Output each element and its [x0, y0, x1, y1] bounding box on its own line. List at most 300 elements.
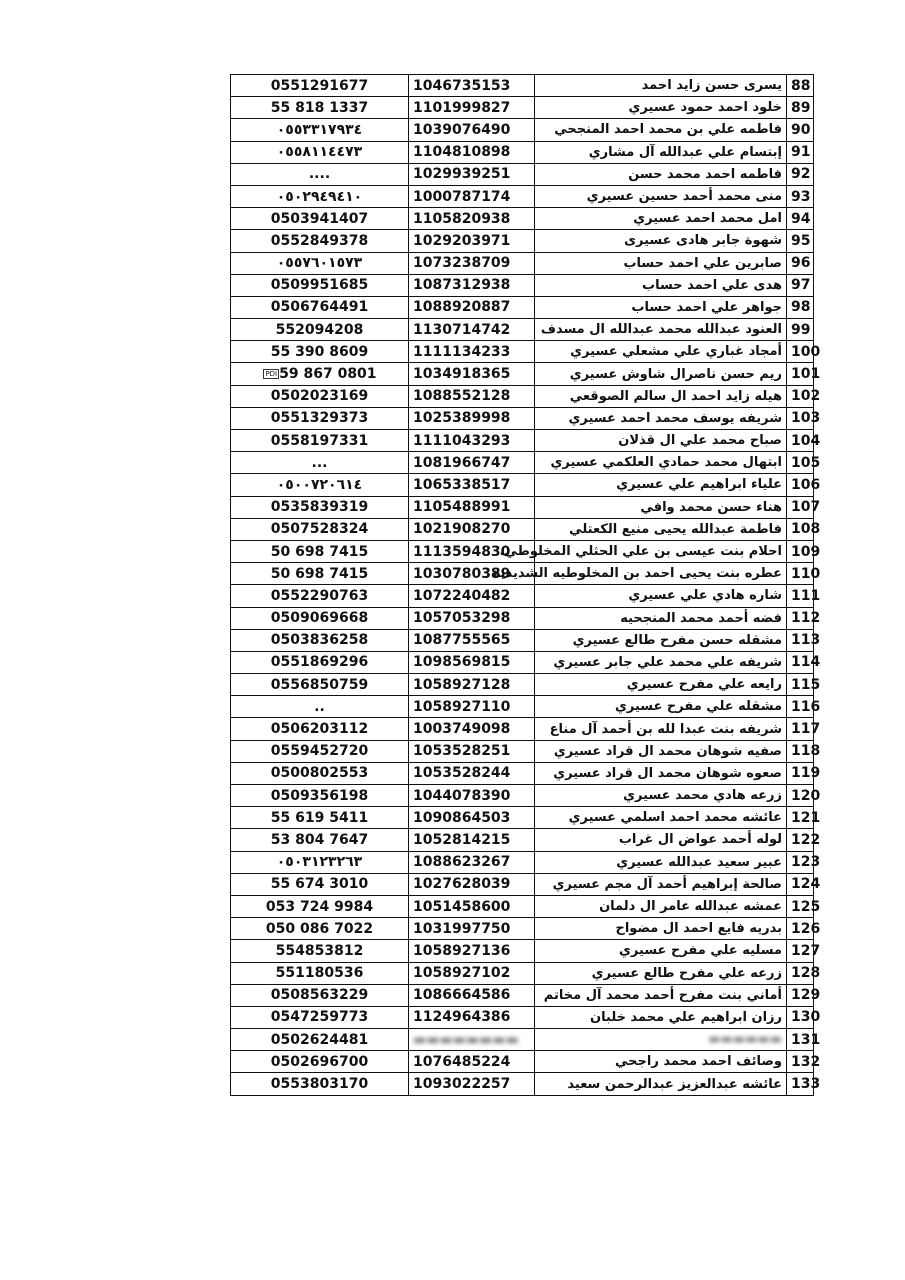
phone-text: 0553803170 [270, 1076, 369, 1093]
phone-text: ٠٥٠٠٧٢٠٦١٤ [276, 476, 363, 493]
name-cell [535, 452, 787, 474]
table-row [231, 385, 814, 407]
phone-text: 0506764491 [270, 299, 369, 316]
name-cell [535, 651, 787, 673]
id-number-cell [409, 185, 535, 207]
table-row [231, 163, 814, 185]
phone-cell [231, 296, 409, 318]
id-number-cell [409, 496, 535, 518]
id-number-text: 1098569815 [413, 654, 511, 671]
table-row [231, 75, 814, 97]
table-row [231, 829, 814, 851]
id-number-text: 1088552128 [413, 388, 511, 405]
table-body [231, 75, 821, 1096]
table-row [231, 740, 814, 762]
phone-text: ٠٥٠٣١٢٣٢٦٣ [276, 854, 363, 871]
name-text: وصائف احمد محمد راجحي [615, 1054, 782, 1070]
name-cell [535, 940, 787, 962]
row-number-cell [787, 962, 821, 984]
phone-text: 0509356198 [270, 787, 369, 804]
row-number-text: 105 [791, 454, 821, 471]
phone-text: 50 698 7415 [270, 543, 369, 560]
row-number-text: 98 [791, 299, 811, 316]
row-number-cell [787, 607, 821, 629]
phone-text: 53 804 7647 [270, 831, 369, 848]
row-number-text: 91 [791, 144, 811, 161]
row-number-text: 89 [791, 99, 811, 116]
phone-cell [231, 918, 409, 940]
id-number-cell [409, 651, 535, 673]
row-number-cell [787, 718, 821, 740]
row-number-cell [787, 696, 821, 718]
row-number-cell [787, 829, 821, 851]
name-text: رزان ابراهيم علي محمد خلبان [590, 1009, 782, 1025]
row-number-cell [787, 119, 814, 141]
name-text: منى محمد أحمد حسين عسيري [586, 189, 782, 205]
name-cell [535, 674, 787, 696]
row-number-text: 116 [791, 698, 821, 715]
id-number-cell [409, 163, 535, 185]
phone-text: 0508563229 [270, 987, 369, 1004]
phone-cell [231, 807, 409, 829]
name-cell [535, 230, 787, 252]
row-number-text: 104 [791, 432, 821, 449]
name-cell [535, 740, 787, 762]
phone-text: 554853812 [275, 942, 364, 959]
name-cell [535, 585, 787, 607]
name-cell [535, 296, 787, 318]
name-cell [535, 696, 787, 718]
name-cell [535, 607, 787, 629]
name-cell [499, 540, 787, 562]
row-number-cell [787, 785, 821, 807]
row-number-text: 118 [791, 743, 821, 760]
id-number-cell [409, 296, 535, 318]
table-row [231, 984, 814, 1006]
redacted-content: ▬▬▬▬▬▬▬▬ [413, 1031, 519, 1048]
id-number-text: 1086664586 [413, 987, 511, 1004]
row-number-cell [787, 252, 814, 274]
id-number-cell [409, 230, 535, 252]
row-number-text: 108 [791, 521, 821, 538]
id-number-text: 1000787174 [413, 188, 511, 205]
id-number-text: 1003749098 [413, 721, 511, 738]
id-number-text: 1044078390 [413, 787, 511, 804]
id-number-text: 1058927128 [413, 676, 511, 693]
row-number-text: 115 [791, 676, 821, 693]
name-text: هدى علي احمد حساب [642, 277, 782, 293]
name-text: أماني بنت مفرح أحمد محمد آل مخاتم [543, 987, 782, 1003]
row-number-text: 99 [791, 321, 811, 338]
row-number-cell [787, 918, 821, 940]
phone-text: 55 818 1337 [270, 99, 369, 116]
name-cell [535, 807, 787, 829]
phone-cell [231, 274, 409, 296]
table-row [231, 873, 814, 895]
phone-text: 55 674 3010 [270, 876, 369, 893]
table-row [231, 762, 814, 784]
beneficiaries-table [230, 74, 821, 1096]
row-number-cell [787, 385, 821, 407]
id-number-cell [409, 740, 535, 762]
name-text: صابرين علي احمد حساب [623, 255, 782, 271]
row-number-cell [787, 851, 821, 873]
name-cell [535, 873, 787, 895]
name-cell [535, 718, 787, 740]
row-number-text: 130 [791, 1009, 821, 1026]
id-number-cell [409, 1029, 535, 1051]
name-text: يسرى حسن زايد احمد [641, 78, 782, 94]
name-cell [535, 962, 787, 984]
phone-cell [231, 674, 409, 696]
row-number-text: 92 [791, 166, 811, 183]
name-text: عائشه محمد احمد اسلمي عسيري [568, 810, 782, 826]
pdf-badge: PDI [265, 370, 278, 379]
table-row [231, 230, 814, 252]
phone-text: 0547259773 [270, 1009, 369, 1026]
id-number-cell [409, 97, 535, 119]
phone-cell [231, 97, 409, 119]
name-text: بدريه فايع احمد ال مضواح [615, 921, 782, 937]
row-number-text: 113 [791, 632, 821, 649]
id-number-cell [409, 607, 535, 629]
table-row [231, 540, 814, 562]
id-number-cell [409, 1051, 535, 1073]
id-number-text: 1073238709 [413, 255, 511, 272]
table-row [231, 674, 814, 696]
table-row [231, 208, 814, 230]
phone-cell [231, 585, 409, 607]
row-number-text: 112 [791, 610, 821, 627]
row-number-text: 128 [791, 965, 821, 982]
phone-cell [231, 962, 409, 984]
table-row [231, 1029, 814, 1051]
phone-text: 0551329373 [270, 410, 369, 427]
table-row [231, 940, 814, 962]
phone-cell [231, 319, 409, 341]
name-cell [535, 75, 787, 97]
name-cell [535, 407, 787, 429]
name-cell [535, 319, 787, 341]
table-row [231, 895, 814, 917]
row-number-text: 120 [791, 787, 821, 804]
name-text: عائشه عبدالعزيز عبدالرحمن سعيد [567, 1076, 782, 1092]
name-text: احلام بنت عيسى بن علي الحثلي المخلوطي. [499, 544, 782, 560]
phone-cell [231, 563, 409, 585]
row-number-cell [787, 762, 821, 784]
row-number-text: 122 [791, 831, 821, 848]
phone-cell [231, 873, 409, 895]
phone-text: 0503836258 [270, 632, 369, 649]
id-number-cell [409, 385, 535, 407]
id-number-cell [409, 407, 535, 429]
name-cell [535, 762, 787, 784]
table-row [231, 363, 814, 385]
name-cell [535, 496, 787, 518]
name-text: إبتسام علي عبدالله آل مشاري [588, 144, 782, 160]
row-number-text: 114 [791, 654, 821, 671]
row-number-text: 119 [791, 765, 821, 782]
phone-text: 0551869296 [270, 654, 369, 671]
name-text: لوله أحمد عواض ال غراب [618, 832, 782, 848]
row-number-cell [787, 75, 814, 97]
table-row [231, 452, 814, 474]
phone-text: 0552849378 [270, 232, 369, 249]
phone-cell [231, 141, 409, 163]
id-number-cell [409, 895, 535, 917]
row-number-text: 131 [791, 1031, 821, 1048]
table-row [231, 696, 814, 718]
name-cell [535, 163, 787, 185]
phone-cell [231, 208, 409, 230]
name-text: عمشه عبدالله عامر ال دلمان [599, 899, 782, 915]
id-number-cell [409, 141, 535, 163]
phone-cell [231, 607, 409, 629]
row-number-text: 107 [791, 499, 821, 516]
name-text: فاطمه علي بن محمد احمد المنجحي [554, 122, 782, 138]
name-text: ريم حسن ناصرال شاوش عسيري [569, 366, 782, 382]
id-number-text: 1105488991 [413, 499, 511, 516]
name-cell [535, 984, 787, 1006]
id-number-cell [409, 319, 535, 341]
id-number-cell [409, 962, 535, 984]
id-number-cell [409, 274, 535, 296]
row-number-text: 106 [791, 476, 821, 493]
table-row [231, 185, 814, 207]
table-row [231, 563, 814, 585]
phone-text: 0506203112 [270, 721, 369, 738]
id-number-cell [409, 75, 535, 97]
phone-text: 50 698 7415 [270, 565, 369, 582]
row-number-cell [787, 1029, 821, 1051]
table-row [231, 607, 814, 629]
id-number-text: 1088623267 [413, 854, 511, 871]
row-number-cell [787, 585, 821, 607]
id-number-cell [409, 474, 535, 496]
id-number-cell [409, 585, 535, 607]
table-row [231, 341, 814, 363]
id-number-text: 1111043293 [413, 432, 511, 449]
phone-text: 0559452720 [270, 743, 369, 760]
id-number-cell [409, 718, 535, 740]
id-number-text: 1065338517 [413, 476, 511, 493]
name-text: مشقله علي مفرح عسيري [614, 699, 782, 715]
phone-cell [231, 230, 409, 252]
name-cell [535, 1073, 787, 1095]
name-text: جواهر علي احمد حساب [631, 299, 782, 315]
id-number-text: 1105820938 [413, 210, 511, 227]
name-text: شهوة جابر هادى عسيرى [624, 233, 782, 249]
row-number-cell [787, 1006, 821, 1028]
table-row [231, 1051, 814, 1073]
name-cell [535, 1029, 787, 1051]
name-cell [535, 341, 787, 363]
phone-cell [231, 629, 409, 651]
phone-cell [231, 696, 409, 718]
phone-cell [231, 363, 409, 385]
table-row [231, 97, 814, 119]
phone-cell [231, 785, 409, 807]
id-number-text: 1058927110 [413, 698, 511, 715]
phone-text: ٠٥٥٨١١٤٤٧٣ [276, 144, 363, 161]
phone-text: 55 619 5411 [270, 809, 369, 826]
row-number-cell [787, 274, 814, 296]
name-text: صعوه شوهان محمد ال قراد عسيري [553, 765, 782, 781]
name-cell [535, 918, 787, 940]
id-number-text: 1101999827 [413, 99, 511, 116]
name-text: خلود احمد حمود عسيري [628, 100, 782, 116]
phone-cell [231, 984, 409, 1006]
name-cell [535, 141, 787, 163]
name-cell [535, 430, 787, 452]
name-text: عطره بنت يحيى احمد بن المخلوطيه الشديدية [492, 566, 782, 582]
id-number-cell [409, 430, 535, 452]
phone-cell [231, 75, 409, 97]
id-number-cell [409, 452, 535, 474]
phone-cell [231, 407, 409, 429]
row-number-text: 101 [791, 366, 821, 383]
row-number-cell [787, 629, 821, 651]
redacted-content: ▬▬▬▬▬▬ [708, 1032, 782, 1048]
phone-text: 551180536 [275, 965, 364, 982]
table-row [231, 1006, 814, 1028]
row-number-cell [787, 496, 821, 518]
name-cell [535, 252, 787, 274]
phone-text: 0509951685 [270, 277, 369, 294]
id-number-text: 1029939251 [413, 166, 511, 183]
phone-text: 0558197331 [270, 432, 369, 449]
name-cell [535, 119, 787, 141]
id-number-text: 1057053298 [413, 610, 511, 627]
name-cell [535, 185, 787, 207]
row-number-cell [787, 407, 821, 429]
row-number-cell [787, 540, 821, 562]
row-number-cell [787, 674, 821, 696]
phone-cell [231, 341, 409, 363]
row-number-text: 93 [791, 188, 811, 205]
name-text: صباح محمد علي ال قذلان [618, 433, 782, 449]
name-text: العنود عبدالله محمد عبدالله ال مسدف [540, 322, 782, 338]
name-text: زرعه هادي محمد عسيري [623, 788, 782, 804]
phone-text: ٠٥٠٢٩٤٩٤١٠ [276, 188, 363, 205]
row-number-text: 126 [791, 920, 821, 937]
table-row [231, 407, 814, 429]
row-number-cell [787, 873, 821, 895]
row-number-text: 111 [791, 587, 821, 604]
phone-cell [231, 1029, 409, 1051]
row-number-cell [787, 97, 814, 119]
id-number-text: 1029203971 [413, 232, 511, 249]
row-number-text: 97 [791, 277, 811, 294]
phone-cell [231, 474, 409, 496]
id-number-cell [409, 873, 535, 895]
table-row [231, 851, 814, 873]
phone-text: 55 390 8609 [270, 343, 369, 360]
phone-cell [231, 430, 409, 452]
phone-text: 59 867 0801 [279, 366, 377, 383]
name-text: فضه أحمد محمد المنجحيه [620, 610, 782, 626]
id-number-text: 1053528251 [413, 743, 511, 760]
table-row [231, 496, 814, 518]
id-number-cell [409, 518, 535, 540]
name-text: ابتهال محمد حمادي العلكمي عسيري [550, 455, 782, 471]
phone-cell [231, 163, 409, 185]
table-row [231, 585, 814, 607]
id-number-cell [409, 984, 535, 1006]
row-number-cell [787, 1051, 821, 1073]
phone-cell [231, 762, 409, 784]
id-number-text: 1111134233 [413, 343, 511, 360]
id-number-cell [409, 940, 535, 962]
table-row [231, 474, 814, 496]
phone-text: 0556850759 [270, 676, 369, 693]
id-number-cell [409, 785, 535, 807]
table-row [231, 430, 814, 452]
name-cell [535, 518, 787, 540]
table-row [231, 119, 814, 141]
id-number-cell [409, 918, 535, 940]
row-number-cell [787, 430, 821, 452]
id-number-cell [409, 762, 535, 784]
id-number-text: 1034918365 [413, 366, 511, 383]
row-number-cell [787, 163, 814, 185]
row-number-text: 88 [791, 77, 811, 94]
phone-cell [231, 540, 409, 562]
id-number-text: 1088920887 [413, 299, 511, 316]
name-text: شريفه علي محمد علي جابر عسيري [553, 654, 782, 670]
row-number-text: 117 [791, 721, 821, 738]
phone-text: 053 724 9984 [265, 898, 374, 915]
phone-text: ... [311, 454, 328, 471]
id-number-text: 1030780389 [413, 565, 511, 582]
id-number-text: 1081966747 [413, 454, 511, 471]
phone-cell [231, 740, 409, 762]
name-text: مشقله حسن مفرح طالع عسيري [572, 632, 782, 648]
table-row [231, 962, 814, 984]
row-number-cell [787, 230, 814, 252]
id-number-cell [409, 851, 535, 873]
row-number-cell [787, 474, 821, 496]
name-cell [535, 97, 787, 119]
name-cell [535, 208, 787, 230]
name-cell [535, 829, 787, 851]
row-number-text: 94 [791, 210, 811, 227]
name-text: فاطمة عبدالله يحيى منيع الكعتلي [569, 521, 782, 537]
phone-cell [231, 829, 409, 851]
phone-text: .... [308, 166, 331, 183]
phone-text: 0552290763 [270, 587, 369, 604]
name-cell [535, 785, 787, 807]
phone-cell [231, 496, 409, 518]
name-text: شاره هادي علي عسيري [628, 588, 782, 604]
id-number-cell [409, 629, 535, 651]
phone-text: 0535839319 [270, 499, 369, 516]
row-number-cell [787, 452, 821, 474]
row-number-text: 121 [791, 809, 821, 826]
name-text: صفيه شوهان محمد ال قراد عسيري [553, 743, 782, 759]
row-number-cell [787, 296, 814, 318]
id-number-cell [409, 363, 535, 385]
id-number-cell [409, 1073, 535, 1095]
row-number-cell [787, 563, 821, 585]
id-number-text: 1051458600 [413, 898, 511, 915]
table-row [231, 141, 814, 163]
phone-text: 552094208 [275, 321, 364, 338]
phone-cell [231, 518, 409, 540]
name-text: هناء حسن محمد وافي [640, 499, 782, 515]
table-row [231, 1073, 814, 1095]
name-text: رايعه علي مفرح عسيري [626, 677, 782, 693]
